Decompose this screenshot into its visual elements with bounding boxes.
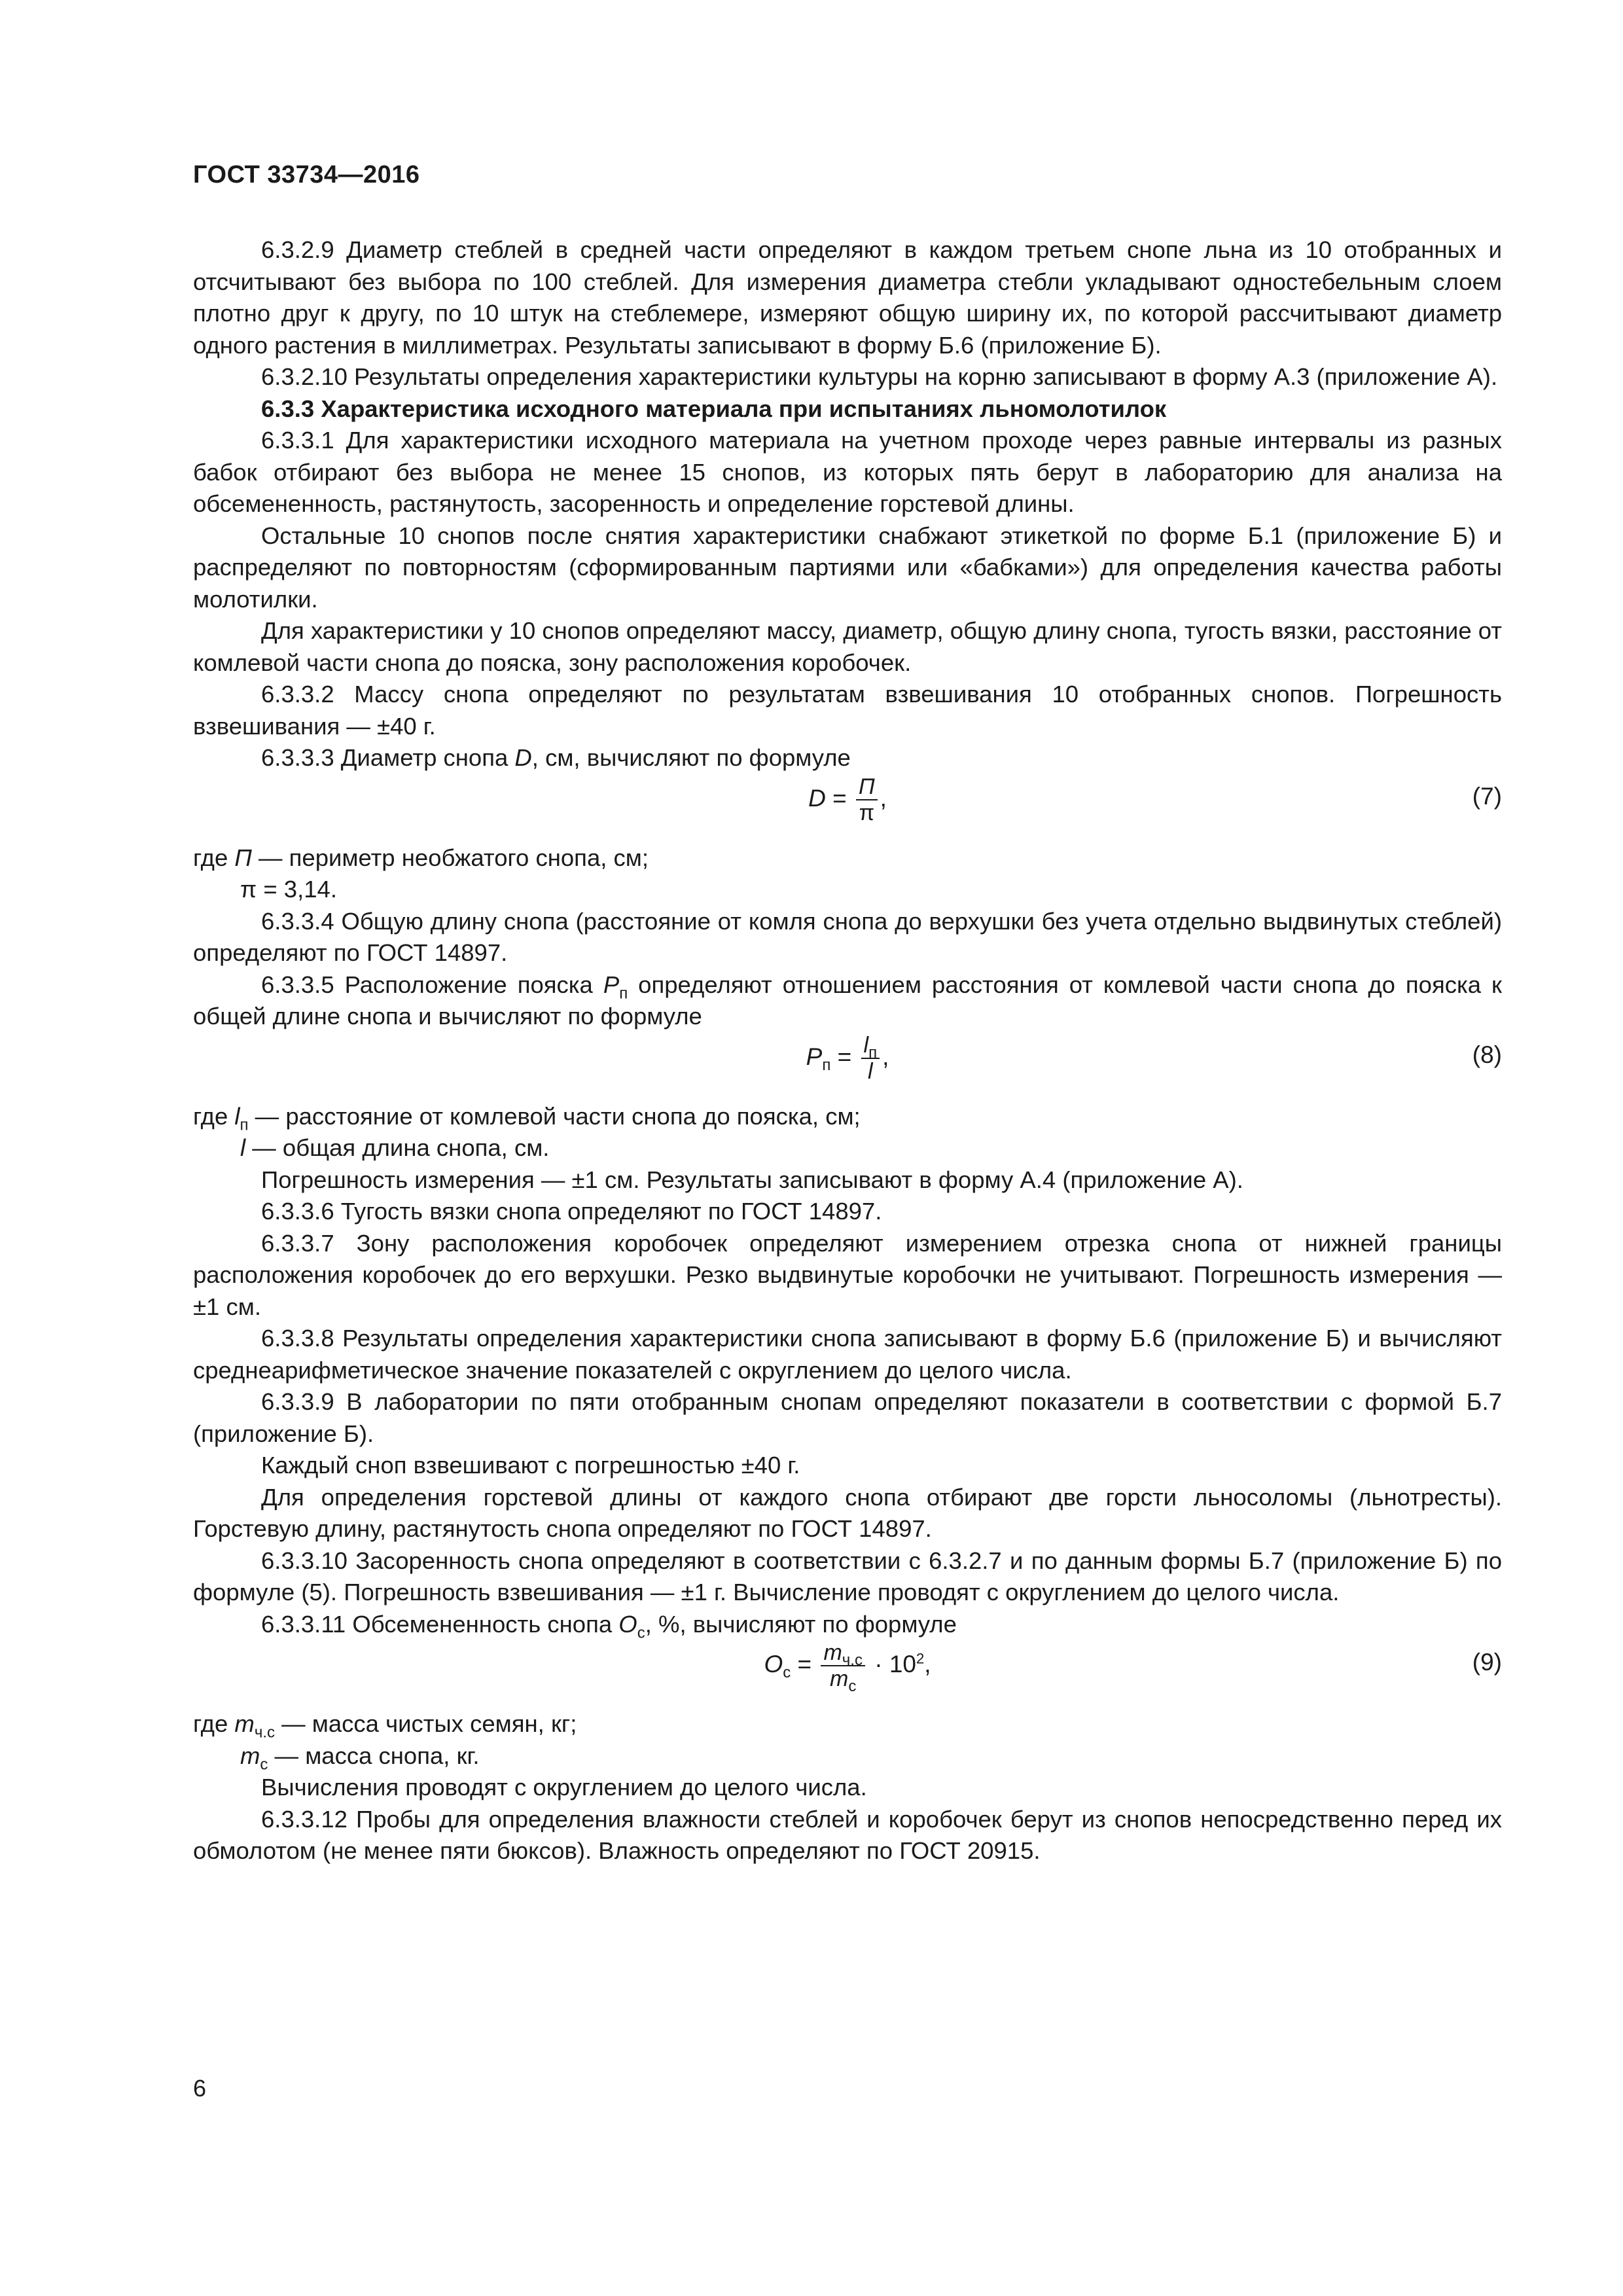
where-clause: π = 3,14. (240, 876, 337, 903)
formula-number: (7) (1472, 782, 1502, 810)
section-heading: 6.3.3 Характеристика исходного материала при испытаниях льномолотилок (261, 395, 1167, 422)
formula-9: $O_с$ = $\frac{m_{ч.с}}{m_с}$ · $10^2$, (9) (764, 1640, 1502, 1695)
page-number: 6 (193, 2075, 207, 2102)
where-clause: l — общая длина снопа, см. (240, 1134, 550, 1161)
paragraph: Для определения горстевой длины от каждого снопа отбирают две горсти льносоломы (льнотресты). Горстевую длину, растянутость снопа определяют по ГОСТ 14897. (193, 1483, 1502, 1542)
paragraph: 6.3.2.10 Результаты определения характеристики культуры на корню записывают в форму А.3 (приложение А). (261, 363, 1498, 390)
paragraph: 6.3.3.4 Общую длину снопа (расстояние от комля снопа до верхушки без учета отдельно выдвинутых стеблей) определяют по ГОСТ 14897. (193, 907, 1502, 966)
where-clause: где П — периметр необжатого снопа, см; (193, 844, 649, 871)
formula-number: (9) (1472, 1649, 1502, 1676)
paragraph: Погрешность измерения — ±1 см. Результаты записывают в форму А.4 (приложение А). (261, 1166, 1243, 1193)
paragraph: 6.3.3.6 Тугость вязки снопа определяют по ГОСТ 14897. (261, 1198, 882, 1225)
paragraph: 6.3.3.8 Результаты определения характеристики снопа записывают в форму Б.6 (приложение Б) и вычисляют среднеарифметическое значение показателей с округлением до целого числа. (193, 1325, 1502, 1384)
document-header: ГОСТ 33734—2016 (193, 161, 420, 188)
paragraph: 6.3.3.12 Пробы для определения влажности стеблей и коробочек берут из снопов непосредственно перед их обмолотом (не менее пяти бюксов). Влажность определяют по ГОСТ 20915. (193, 1805, 1502, 1864)
paragraph: Вычисления проводят с округлением до целого числа. (261, 1774, 867, 1801)
paragraph: 6.3.3.1 Для характеристики исходного материала на учетном проходе через равные интервалы из разных бабок отбирают без выбора не менее 15 снопов, из которых пять берут в лабораторию для анализа на обсемененность, растянутость, засоренность и определение горстевой длины. (193, 427, 1502, 517)
formula-8: $P_п$ = $\frac{l_п}{l}$ , (8) (806, 1032, 1502, 1084)
where-clause: $m_с$ — масса снопа, кг. (240, 1742, 480, 1773)
paragraph: 6.3.3.3 Диаметр снопа D, см, вычисляют по формуле (261, 744, 851, 771)
paragraph: 6.3.3.10 Засоренность снопа определяют в соответствии с 6.3.2.7 и по данным формы Б.7 (приложение Б) по формуле (5). Погрешность взвешивания — ±1 г. Вычисление проводят с округлением до целого числа. (193, 1547, 1502, 1605)
paragraph: 6.3.3.2 Массу снопа определяют по результатам взвешивания 10 отобранных снопов. Погрешность взвешивания — ±40 г. (193, 681, 1502, 740)
document-body (193, 234, 1502, 1867)
paragraph: Каждый сноп взвешивают с погрешностью ±40 г. (261, 1452, 800, 1479)
formula-7: D = $\frac{П}{\pi}$ , (7) (808, 774, 1502, 825)
formula-number: (8) (1472, 1041, 1502, 1068)
where-clause: где $l_п$ — расстояние от комлевой части снопа до пояска, см; (193, 1102, 861, 1134)
paragraph: 6.3.3.11 Обсемененность снопа $О_с$, %, вычисляют по формуле (261, 1610, 957, 1641)
paragraph: Остальные 10 снопов после снятия характеристики снабжают этикеткой по форме Б.1 (приложение Б) и распределяют по повторностям (сформированным партиями или «бабками») для определения качества работы молотилки. (193, 522, 1502, 613)
paragraph: 6.3.3.7 Зону расположения коробочек определяют измерением отрезка снопа от нижней границы расположения коробочек до его верхушки. Резко выдвинутые коробочки не учитывают. Погрешность измерения — ±1 см. (193, 1229, 1502, 1320)
paragraph: 6.3.2.9 Диаметр стеблей в средней части определяют в каждом третьем снопе льна из 10 отобранных и отсчитывают без выбора по 100 стеблей. Для измерения диаметра стебли укладывают одностебельным слоем плотно друг к другу, по 10 штук на стеблемере, измеряют общую ширину их, по которой рассчитывают диаметр одного растения в миллиметрах. Результаты записывают в форму Б.6 (приложение Б). (193, 236, 1502, 359)
paragraph: 6.3.3.5 Расположение пояска $P_п$ определяют отношением расстояния от комлевой части снопа до пояска к общей длине снопа и вычисляют по формуле (193, 971, 1502, 1030)
paragraph: 6.3.3.9 В лаборатории по пяти отобранным снопам определяют показатели в соответствии с формой Б.7 (приложение Б). (193, 1388, 1502, 1447)
where-clause: где $m_{ч.с}$ — масса чистых семян, кг; (193, 1710, 577, 1742)
paragraph: Для характеристики у 10 снопов определяют массу, диаметр, общую длину снопа, тугость вязки, расстояние от комлевой части снопа до пояска, зону расположения коробочек. (193, 617, 1502, 676)
